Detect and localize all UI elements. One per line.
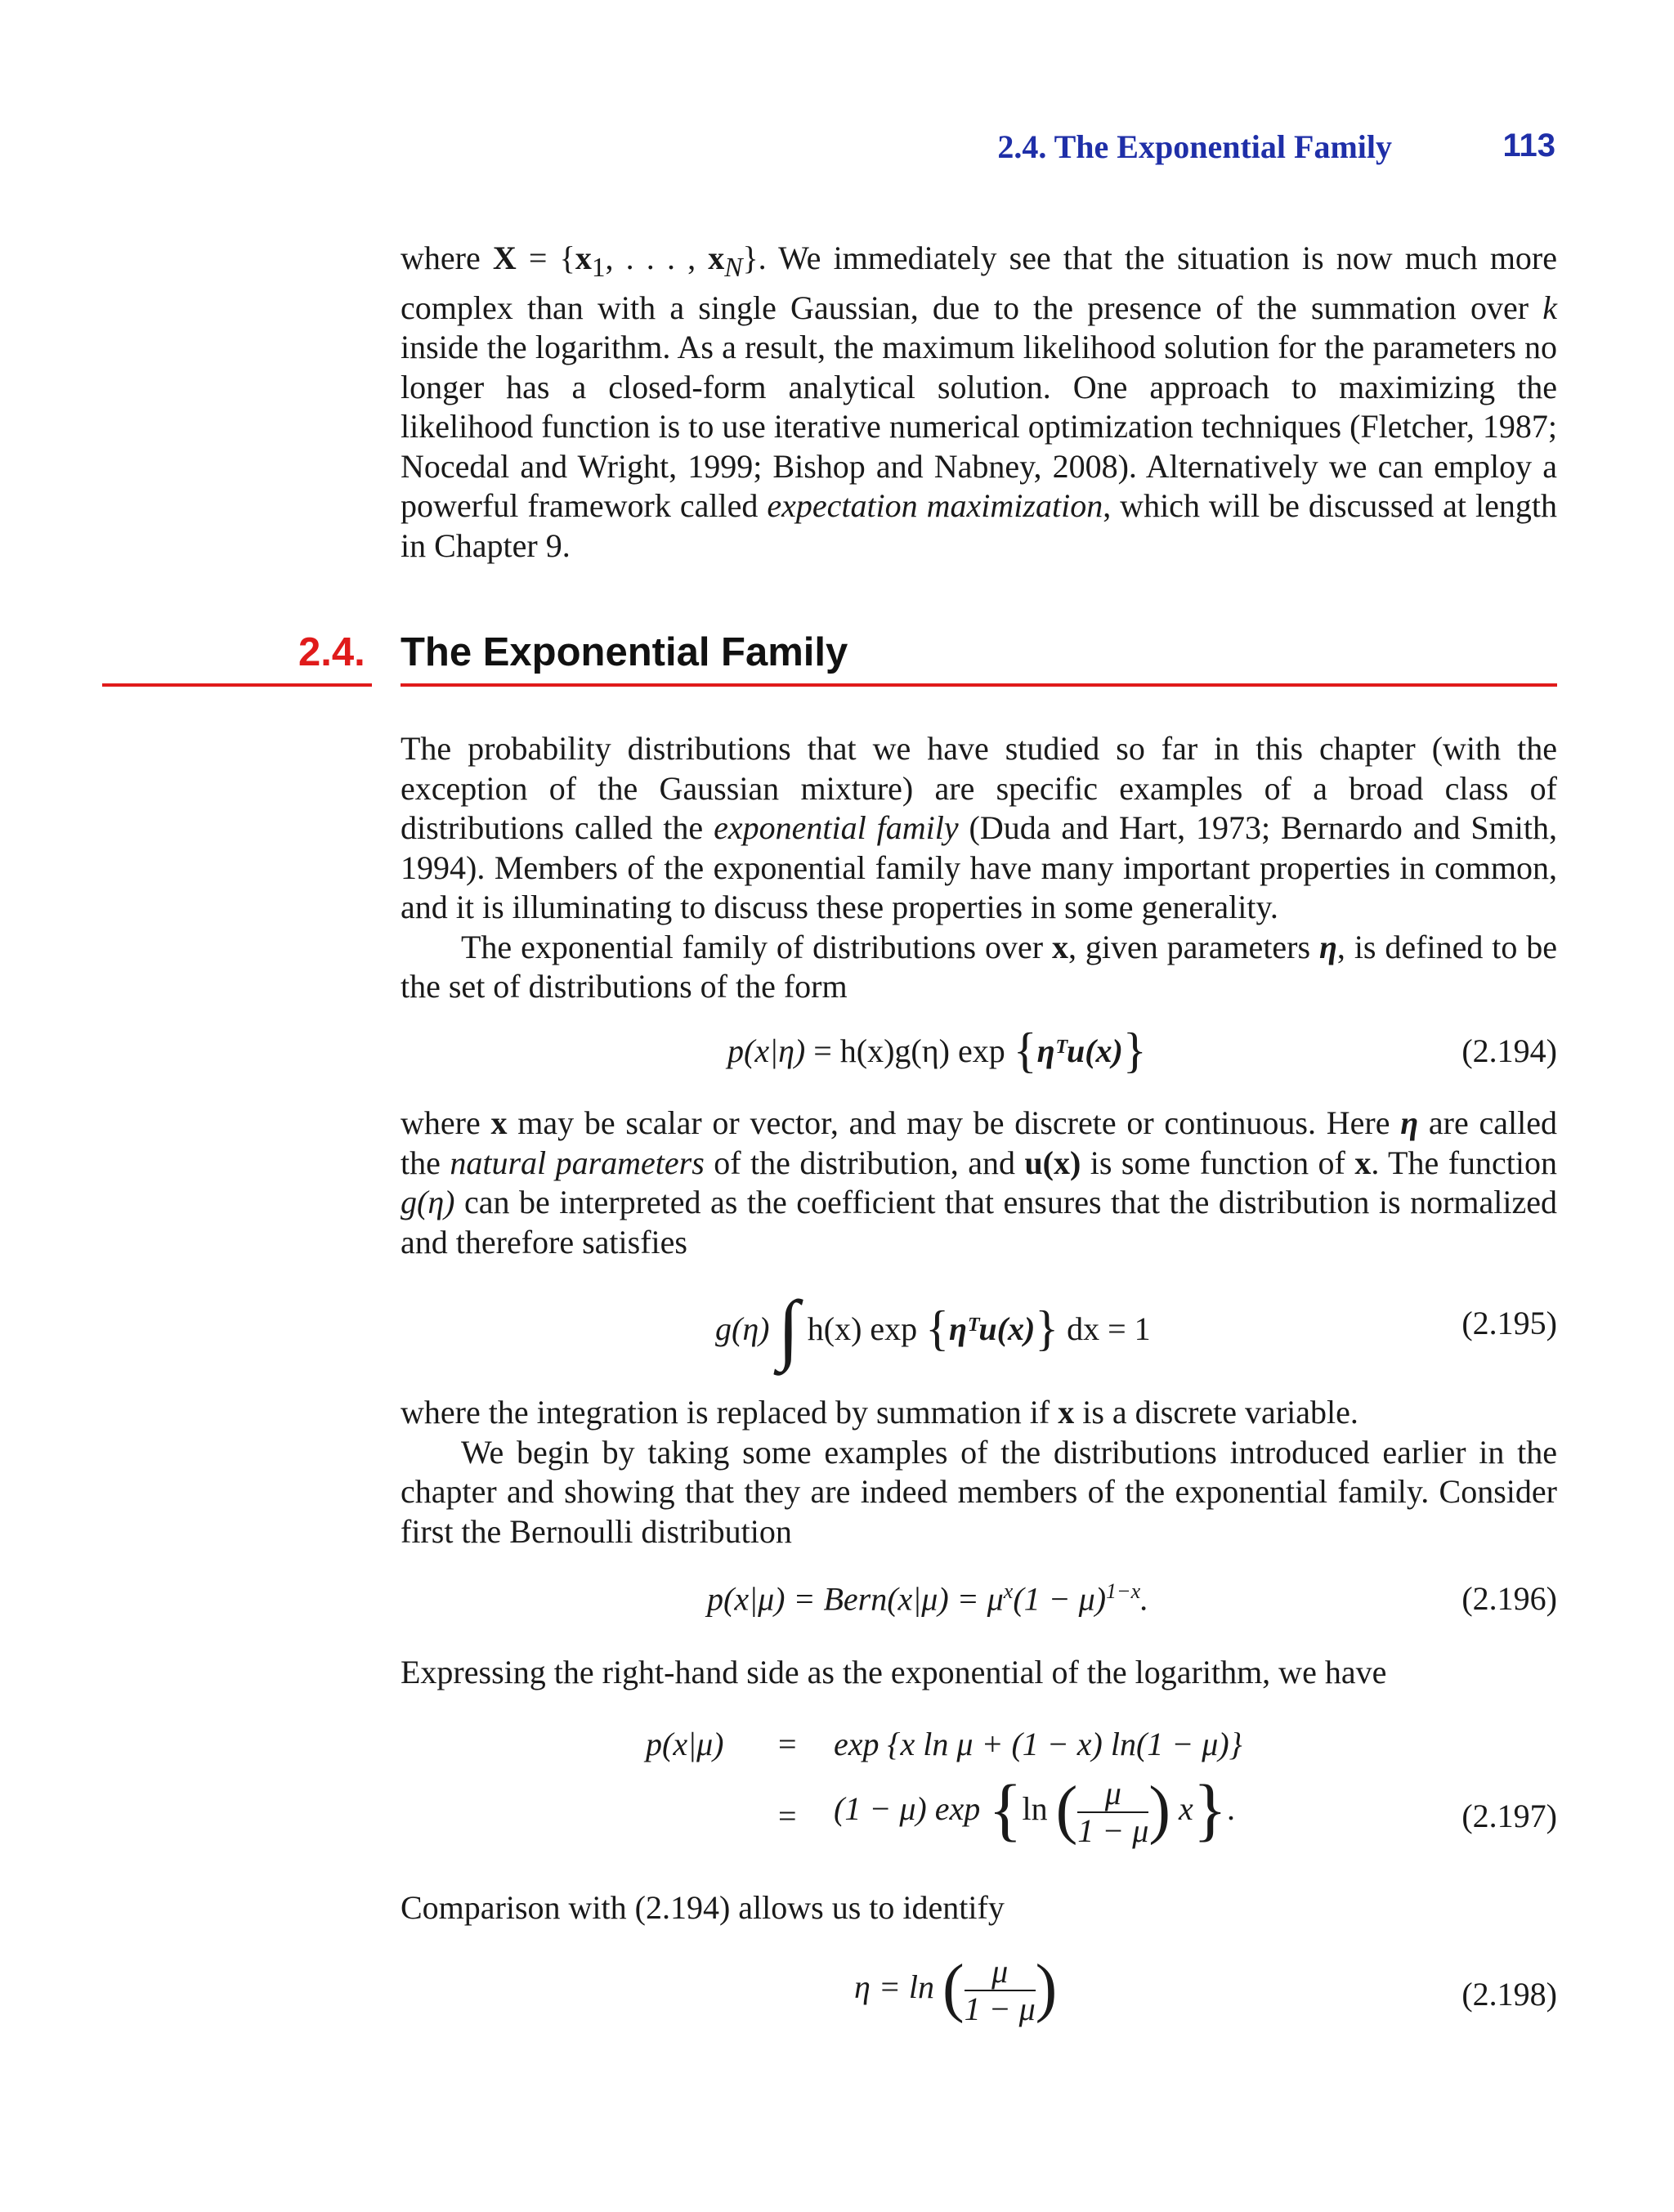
equation-2-196: p(x|μ) = Bern(x|μ) = $\mu^x(1 - \mu)^{1-x}$. (2.196) bbox=[707, 1579, 1557, 1618]
paragraph-exponential-family: The probability distributions that we have studied so far in this chapter (with the exception of the Gaussian mixture) are specific examples of a broad class of distributions called the exponential family (Duda and Hart, 1973; Bernardo and Smith, 1994). Members of the exponential family have many important properties in common, and it is illuminating to discuss these properties in some generality. The exponential family of distributions over x, given parameters η, is defined to be the set of distributions of the form bbox=[401, 730, 1557, 1005]
running-header bbox=[0, 123, 1674, 172]
emphasis-exponential-family: exponential family bbox=[714, 809, 959, 846]
paragraph-bernoulli-intro: where the integration is replaced by summation if x is a discrete variable. We begin by taking some examples of the distributions introduced earlier in the chapter and showing that they are indeed members of the exponential family. Consider first the Bernoulli distribution bbox=[401, 1394, 1557, 1550]
paragraph-comparison: Comparison with (2.194) allows us to identify bbox=[401, 1889, 1005, 1926]
fraction: $\frac{\mu}{1 - \mu}$ bbox=[1077, 1775, 1149, 1849]
equation-2-197: p(x|μ) = exp {x ln μ + (1 − x) ln(1 − μ)} = (1 − μ) exp {ln ( $\frac{\mu}{1 - \mu}$ ) x}. (2.197) bbox=[646, 1726, 1557, 1849]
equation-2-198: η = ln ( $\frac{\mu}{1 - \mu}$ ) (2.198) bbox=[854, 1952, 1557, 2027]
paragraph-logarithm: Expressing the right-hand side as the exponential of the logarithm, we have bbox=[401, 1654, 1387, 1690]
paragraph-intro: where $X = \{x_1$, . . . , $x_N$}. We immediately see that the situation is now much more complex than with a single Gaussian, due to the presence of the summation over k inside the logarithm. As a result, the maximum likelihood solution for the parameters no longer has a closed-form analytical solution. One approach to maximizing the likelihood function is to use iterative numerical optimization techniques (Fletcher, 1987; Nocedal and Wright, 1999; Bishop and Nabney, 2008). Alternatively we can employ a powerful framework called expectation maximization, which will be discussed at length in Chapter 9. bbox=[401, 240, 1558, 564]
emphasis-em: expectation maximization bbox=[767, 487, 1103, 524]
integral-sign: ∫ bbox=[777, 1284, 799, 1372]
paragraph-natural-parameters: where x may be scalar or vector, and may be discrete or continuous. Here η are called the natural parameters of the distribution, and u(x) is some function of x. The function g(η) can be interpreted as the coefficient that ensures that the distribution is normalized and therefore satisfies bbox=[401, 1104, 1558, 1260]
section-title: The Exponential Family bbox=[401, 630, 848, 674]
section-rule-left bbox=[102, 683, 372, 687]
equation-number: (2.195) bbox=[1461, 1305, 1557, 1341]
page-number: 113 bbox=[1502, 128, 1555, 163]
equation-2-195: g(η) ∫ h(x) exp {ηᵀu(x)} dx = 1 (2.195) bbox=[715, 1284, 1557, 1372]
section-rule bbox=[401, 683, 1557, 687]
equation-2-194: p(x|η) = h(x)g(η) exp {ηᵀu(x)} (2.194) bbox=[727, 1023, 1557, 1077]
equation-number: (2.194) bbox=[1461, 1032, 1557, 1069]
equation-number: (2.198) bbox=[1461, 1976, 1557, 2013]
equation-number: (2.196) bbox=[1461, 1580, 1557, 1617]
running-head-title: 2.4. The Exponential Family bbox=[997, 128, 1392, 165]
equation-number: (2.197) bbox=[1461, 1798, 1557, 1834]
fraction: $\frac{\mu}{1 - \mu}$ bbox=[964, 1953, 1036, 2027]
section-number: 2.4. bbox=[298, 630, 365, 674]
emphasis-natural-parameters: natural parameters bbox=[450, 1144, 705, 1181]
